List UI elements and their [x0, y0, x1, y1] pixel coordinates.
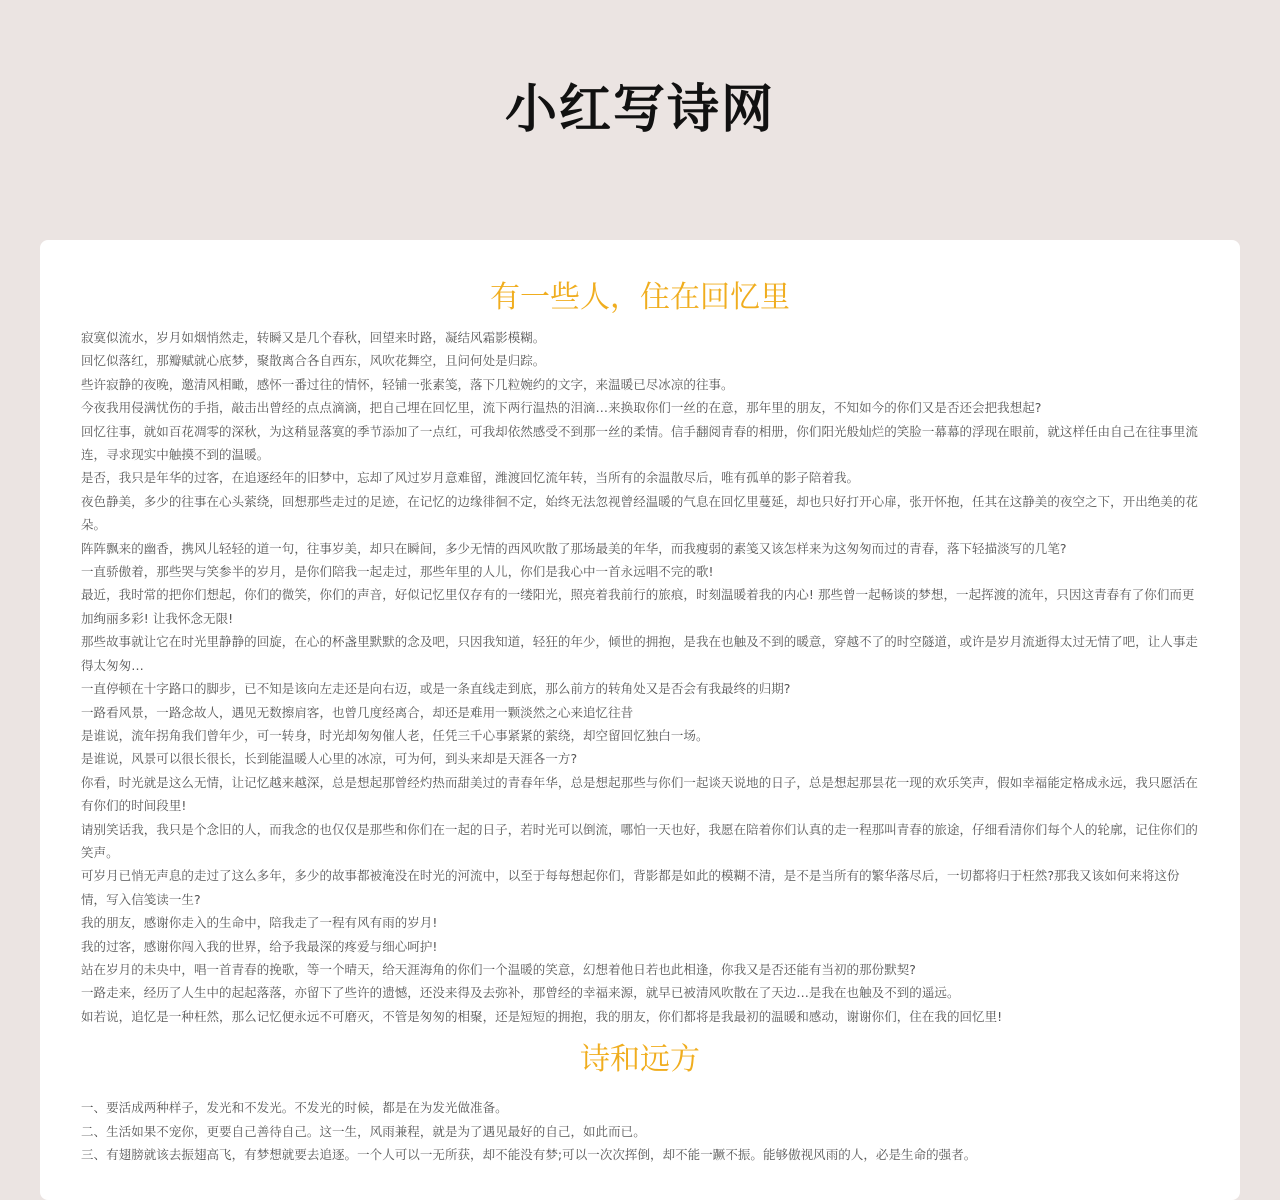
paragraph: 那些故事就让它在时光里静静的回旋，在心的杯盏里默默的念及吧，只因我知道，轻狂的年少，倾世的拥抱，是我在也触及不到的暖意，穿越不了的时空隧道，或许是岁月流逝得太过无情了吧，让人事走得太匆匆… [81, 634, 1198, 673]
paragraph: 我的过客，感谢你闯入我的世界，给予我最深的疼爱与细心呵护! [81, 938, 438, 954]
paragraph: 一、要活成两种样子，发光和不发光。不发光的时候，都是在为发光做准备。 [81, 1100, 508, 1116]
article-section [81, 270, 1199, 1028]
paragraph: 一直停顿在十字路口的脚步，已不知是该向左走还是向右迈，或是一条直线走到底，那么前方的转角处又是否会有我最终的归期? [81, 681, 791, 697]
paragraph: 寂寞似流水，岁月如烟悄然走，转瞬又是几个春秋，回望来时路，凝结风霜影模糊。 [81, 330, 546, 345]
paragraph: 回忆往事，就如百花凋零的深秋，为这稍显落寞的季节添加了一点红，可我却依然感受不到那一丝的柔情。信手翻阅青春的相册，你们阳光般灿烂的笑脸一幕幕的浮现在眼前，就这样任由自己在往事里流连，寻求现实中触摸不到的温暖。 [81, 423, 1198, 463]
paragraph: 你看，时光就是这么无情，让记忆越来越深，总是想起那曾经灼热而甜美过的青春年华，总是想起那些与你们一起谈天说地的日子，总是想起那昙花一现的欢乐笑声，假如幸福能定格成永远，我只愿活在有你们的时间段里! [81, 774, 1198, 814]
paragraph: 今夜我用侵满忧伤的手指，敲击出曾经的点点滴滴，把自己埋在回忆里，流下两行温热的泪滴…来换取你们一丝的在意，那年里的朋友，不知如今的你们又是否还会把我想起? [81, 400, 1042, 416]
site-header [0, 0, 1280, 240]
paragraph: 是否，我只是年华的过客，在追逐经年的旧梦中，忘却了风过岁月意难留，潍渡回忆流年转，当所有的余温散尽后，唯有孤单的影子陪着我。 [81, 470, 860, 486]
paragraph: 一路走来，经历了人生中的起起落落，亦留下了些许的遗憾，还没来得及去弥补，那曾经的幸福来源，就早已被清风吹散在了天边…是我在也触及不到的遥远。 [81, 985, 960, 1001]
paragraph-list [81, 326, 1199, 1028]
paragraph: 一路看风景，一路念故人，遇见无数擦肩客，也曾几度经离合，却还是难用一颗淡然之心来追忆往昔 [81, 704, 634, 720]
section-title: 有一些人，住在回忆里 [490, 280, 790, 315]
paragraph: 如若说，追忆是一种枉然，那么记忆便永远不可磨灭，不管是匆匆的相聚，还是短短的拥抱，我的朋友，你们都将是我最初的温暖和感动，谢谢你们，住在我的回忆里! [81, 1008, 1003, 1024]
paragraph: 可岁月已悄无声息的走过了这么多年，多少的故事都被淹没在时光的河流中，以至于每每想起你们，背影都是如此的模糊不清，是不是当所有的繁华落尽后，一切都将归于枉然?那我又该如何来将这份情，写入信笺读一生? [81, 868, 1180, 907]
paragraph: 夜色静美，多少的往事在心头萦绕，回想那些走过的足迹，在记忆的边缘徘徊不定，始终无法忽视曾经温暖的气息在回忆里蔓延，却也只好打开心扉，张开怀抱，任其在这静美的夜空之下，开出绝美的花朵。 [81, 493, 1198, 533]
paragraph: 三、有翅膀就该去振翅高飞，有梦想就要去追逐。一个人可以一无所获，却不能没有梦;可以一次次挥倒，却不能一蹶不振。能够傲视风雨的人，必是生命的强者。 [81, 1147, 977, 1162]
paragraph: 一直骄傲着，那些哭与笑参半的岁月，是你们陪我一起走过，那些年里的人儿，你们是我心中一首永远唱不完的歌! [81, 564, 714, 580]
paragraph: 最近，我时常的把你们想起，你们的微笑，你们的声音，好似记忆里仅存有的一缕阳光，照亮着我前行的旅痕，时刻温暖着我的内心! 那些曾一起畅谈的梦想，一起挥渡的流年，只因这青春有了你们而更加绚丽多彩! 让我怀念无限! [81, 587, 1195, 626]
paragraph: 请别笑话我，我只是个念旧的人，而我念的也仅仅是那些和你们在一起的日子，若时光可以倒流，哪怕一天也好，我愿在陪着你们认真的走一程那叫青春的旅途，仔细看清你们每个人的轮廓，记住你们的笑声。 [81, 821, 1198, 860]
paragraph: 二、生活如果不宠你，更要自己善待自己。这一生，风雨兼程，就是为了遇见最好的自己，如此而已。 [81, 1123, 646, 1139]
paragraph: 我的朋友，感谢你走入的生命中，陪我走了一程有风有雨的岁月! [81, 915, 438, 931]
paragraph: 是谁说，风景可以很长很长，长到能温暖人心里的冰凉，可为何，到头来却是天涯各一方? [81, 751, 578, 767]
paragraph: 是谁说，流年拐角我们曾年少，可一转身，时光却匆匆催人老，任凭三千心事紧紧的萦绕，却空留回忆独白一场。 [81, 727, 709, 743]
article-section [81, 1032, 1199, 1166]
paragraph-list [81, 1096, 1199, 1166]
paragraph: 站在岁月的未央中，唱一首青春的挽歌，等一个晴天，给天涯海角的你们一个温暖的笑意，幻想着他日若也此相逢，你我又是否还能有当初的那份默契? [81, 961, 916, 977]
content-card [40, 240, 1240, 1200]
site-title[interactable]: 小红写诗网 [504, 79, 775, 140]
paragraph: 些许寂静的夜晚，邀清风相瞰，感怀一番过往的情怀，轻铺一张素笺，落下几粒婉约的文字，来温暖已尽冰凉的往事。 [81, 376, 734, 392]
paragraph: 阵阵飘来的幽香，携风儿轻轻的道一句，往事岁美，却只在瞬间，多少无情的西风吹散了那场最美的年华，而我瘦弱的素笺又该怎样来为这匆匆而过的青春，落下轻描淡写的几笔? [81, 540, 1067, 556]
paragraph: 回忆似落红，那瓣赋就心底梦，聚散离合各自西东，风吹花舞空，且问何处是归踪。 [81, 353, 546, 369]
section-title: 诗和远方 [580, 1042, 700, 1078]
